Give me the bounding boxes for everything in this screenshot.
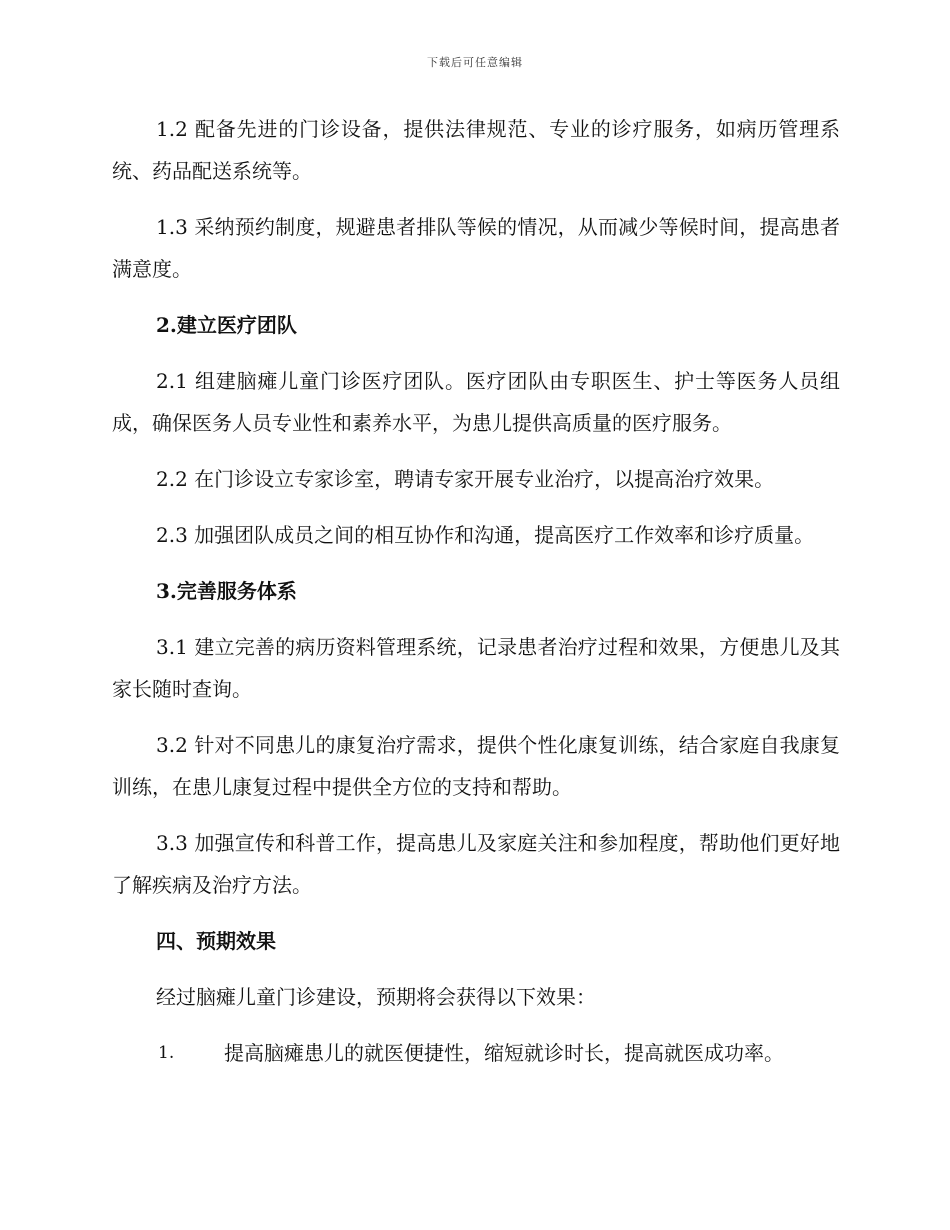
paragraph-1-2: 1.2 配备先进的门诊设备，提供法律规范、专业的诊疗服务，如病历管理系统、药品配送系统等。 bbox=[112, 117, 840, 183]
paragraph-3-2: 3.2 针对不同患儿的康复治疗需求，提供个性化康复训练，结合家庭自我康复训练，在患儿康复过程中提供全方位的支持和帮助。 bbox=[112, 733, 840, 799]
section-heading-4: 四、预期效果 bbox=[156, 929, 276, 953]
paragraph-3-3: 3.3 加强宣传和科普工作，提高患儿及家庭关注和参加程度，帮助他们更好地了解疾病及治疗方法。 bbox=[112, 831, 840, 897]
list-item-number: 1. bbox=[158, 1043, 175, 1063]
paragraph-1-3: 1.3 采纳预约制度，规避患者排队等候的情况，从而减少等候时间，提高患者满意度。 bbox=[112, 215, 840, 281]
paragraph-3-1: 3.1 建立完善的病历资料管理系统，记录患者治疗过程和效果，方便患儿及其家长随时查询。 bbox=[112, 635, 840, 701]
document-body bbox=[112, 108, 840, 1088]
header-note: 下载后可任意编辑 bbox=[427, 56, 523, 69]
paragraph-4-intro: 经过脑瘫儿童门诊建设，预期将会获得以下效果： bbox=[156, 985, 596, 1009]
paragraph-2-2: 2.2 在门诊设立专家诊室，聘请专家开展专业治疗，以提高治疗效果。 bbox=[156, 467, 775, 491]
list-item-text: 提高脑瘫患儿的就医便捷性，缩短就诊时长，提高就医成功率。 bbox=[224, 1041, 784, 1065]
section-heading-2: 2.建立医疗团队 bbox=[156, 313, 297, 337]
paragraph-2-1: 2.1 组建脑瘫儿童门诊医疗团队。医疗团队由专职医生、护士等医务人员组成，确保医务人员专业性和素养水平，为患儿提供高质量的医疗服务。 bbox=[112, 369, 840, 435]
list-item bbox=[112, 1032, 840, 1074]
paragraph-2-3: 2.3 加强团队成员之间的相互协作和沟通，提高医疗工作效率和诊疗质量。 bbox=[156, 523, 815, 547]
section-heading-3: 3.完善服务体系 bbox=[156, 579, 297, 603]
